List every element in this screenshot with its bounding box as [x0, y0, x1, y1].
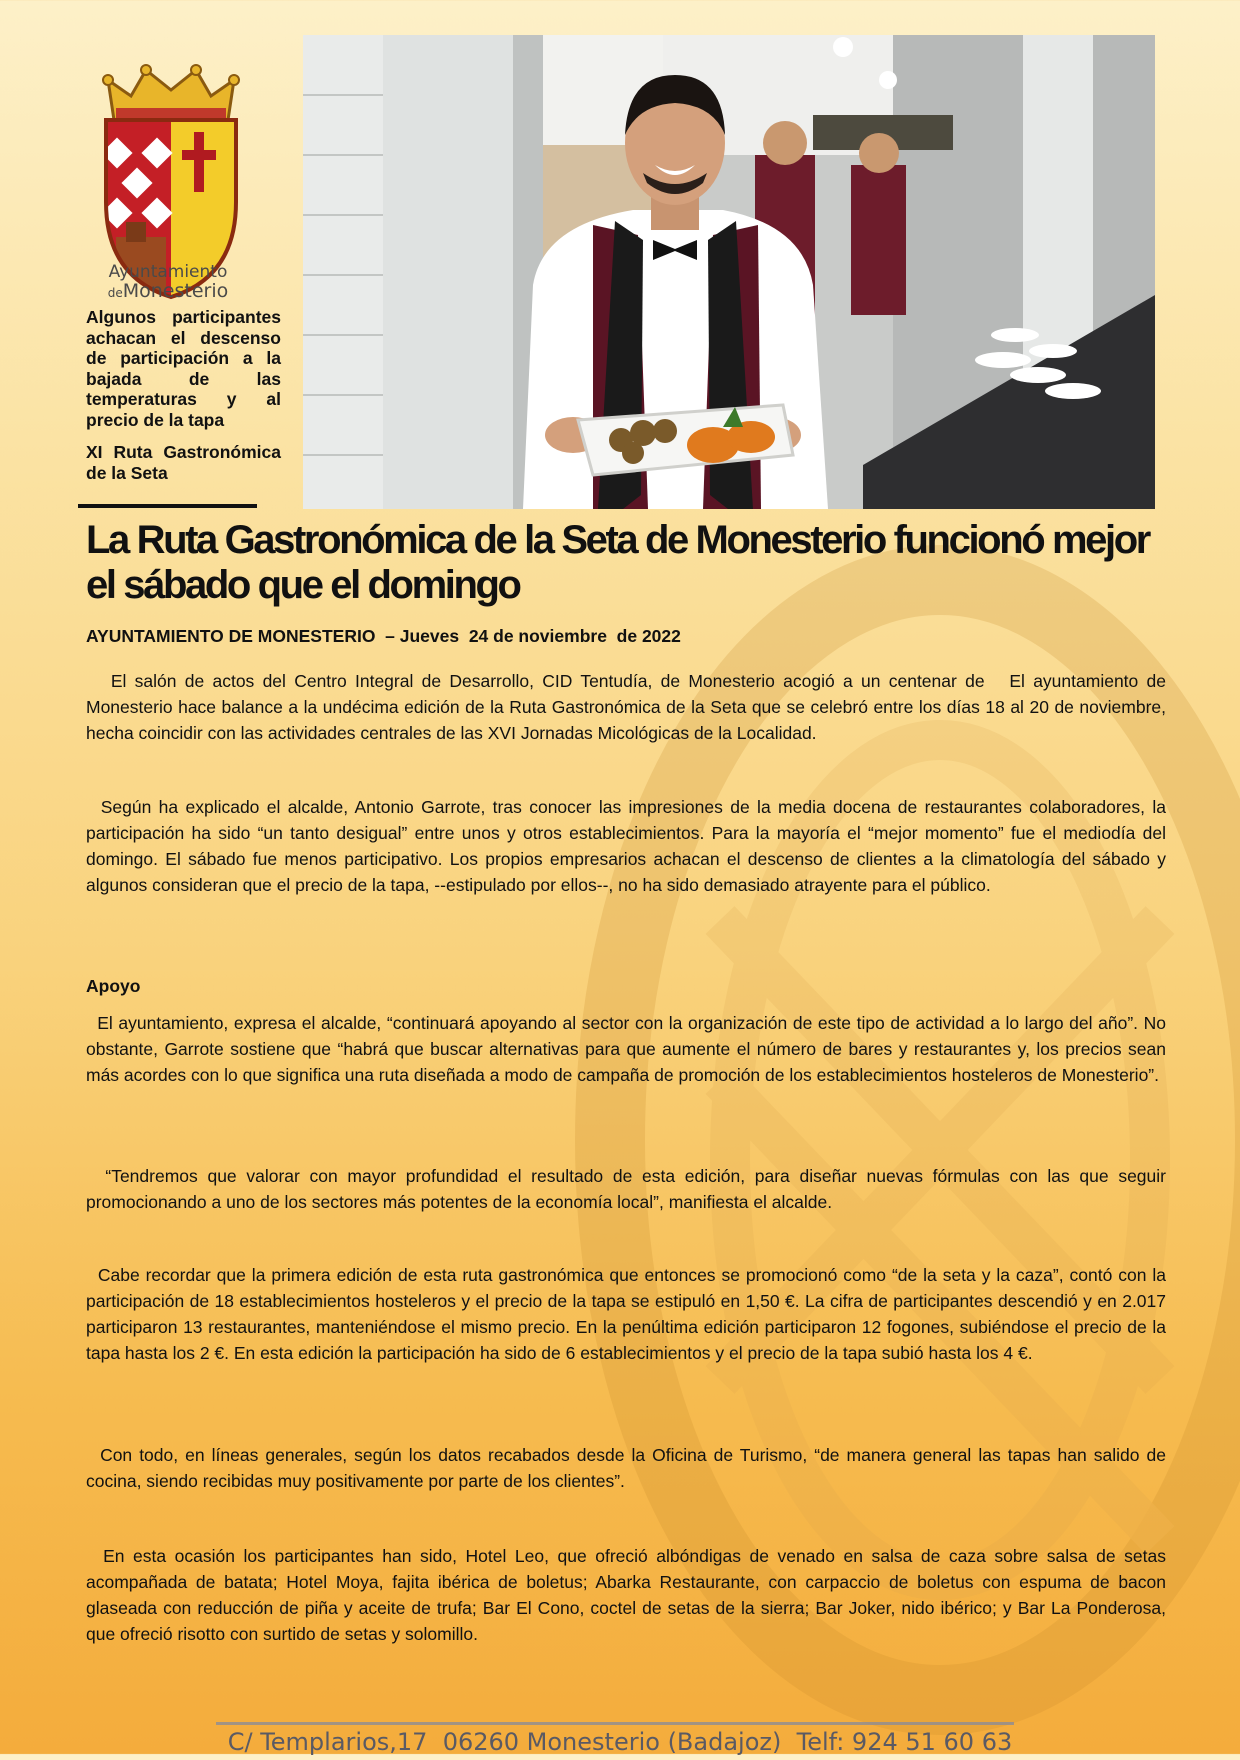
logo-caption-main: Monesterio [122, 280, 229, 302]
article-paragraph-1: El salón de actos del Centro Integral de Desarrollo, CID Tentudía, de Monesterio acogió a un centenar de El ayuntamiento de Monesterio hace balance a la undécima edición de la Ruta Gastronómica de la Seta que se celebró entre los días 18 al 20 de noviembre, hecha coincidir con las actividades centrales de las XVI Jornadas Micológicas de la Localidad. [86, 671, 1171, 743]
logo-caption-prefix: de [107, 286, 123, 300]
article-paragraph-4: “Tendremos que valorar con mayor profundidad el resultado de esta edición, para diseñar nuevas fórmulas con las que seguir promocionando a uno de los sectores más potentes de la economía local”, manifiesta el alcalde. [86, 1166, 1171, 1212]
article-paragraph-5: Cabe recordar que la primera edición de esta ruta gastronómica que entonces se promocionó como “de la seta y la caza”, contó con la participación de 18 establecimientos hosteleros y el precio de la tapa se estipuló en 1,50 €. La cifra de participantes descendió y en 2.017 participaron 13 restaurantes, manteniéndose el mismo precio. En la penúltima edición participaron 12 fogones, subiéndose el precio de la tapa hasta los 2 €. En esta edición la participación ha sido de 6 establecimientos y el precio de la tapa subió hasta los 4 €. [86, 1265, 1171, 1363]
article-paragraph-7: En esta ocasión los participantes han sido, Hotel Leo, que ofreció albóndigas de venado en salsa de caza sobre salsa de setas acompañada de batata; Hotel Moya, fajita ibérica de boletus; Abarka Restaurante, con carpaccio de boletus con espuma de bacon glaseada con reducción de piña y aceite de trufa; Bar El Cono, coctel de setas de la sierra; Bar Joker, nido ibérico; y Bar La Ponderosa, que ofreció risotto con surtido de setas y solomillo. [86, 1546, 1171, 1644]
article-paragraph-2: Según ha explicado el alcalde, Antonio Garrote, tras conocer las impresiones de la media docena de restaurantes colaboradores, la participación ha sido “un tanto desigual” entre unos y otros establecimientos. Para la mayoría el “mejor momento” fue el mediodía del domingo. El sábado fue menos participativo. Los propios empresarios achacan el descenso de clientes a la climatología del sábado y algunos consideran que el precio de la tapa, --estipulado por ellos--, no ha sido demasiado atrayente para el público. [86, 797, 1171, 895]
article-headline: La Ruta Gastronómica de la Seta de Monesterio funcionó mejor el sábado que el domingo [86, 518, 1149, 607]
article-paragraph-3: El ayuntamiento, expresa el alcalde, “continuará apoyando al sector con la organización de este tipo de actividad a lo largo del año”. No obstante, Garrote sostiene que “habrá que buscar alternativas para que aumente el número de bares y restaurantes y, los precios sean más acordes con lo que significa una ruta diseñada a modo de campaña de promoción de los establecimientos hosteleros de Monesterio”. [86, 1013, 1171, 1085]
article-subhead-apoyo: Apoyo [86, 976, 141, 996]
article-paragraph-6: Con todo, en líneas generales, según los datos recabados desde la Oficina de Turismo, “de manera general las tapas han salido de cocina, siendo recibidas muy positivamente por parte de los clientes”. [86, 1445, 1171, 1491]
waiter-holding-tapa-photo [303, 35, 1155, 509]
footer-address: C/ Templarios,17 06260 Monesterio (Badajoz) Telf: 924 51 60 63 [227, 1728, 1013, 1756]
sidebar-summary: Algunos participantes achacan el descenso de participación a la bajada de las temperaturas y al precio de la tapa [86, 307, 281, 430]
sidebar-edition-label: XI Ruta Gastronómica de la Seta [86, 442, 281, 483]
sidebar-divider [78, 504, 257, 508]
article-byline: AYUNTAMIENTO DE MONESTERIO – Jueves 24 de noviembre de 2022 [86, 626, 681, 646]
footer-divider [216, 1722, 1014, 1725]
logo-caption-line1: Ayuntamiento [108, 262, 228, 282]
logo-caption-line2 [98, 280, 238, 302]
